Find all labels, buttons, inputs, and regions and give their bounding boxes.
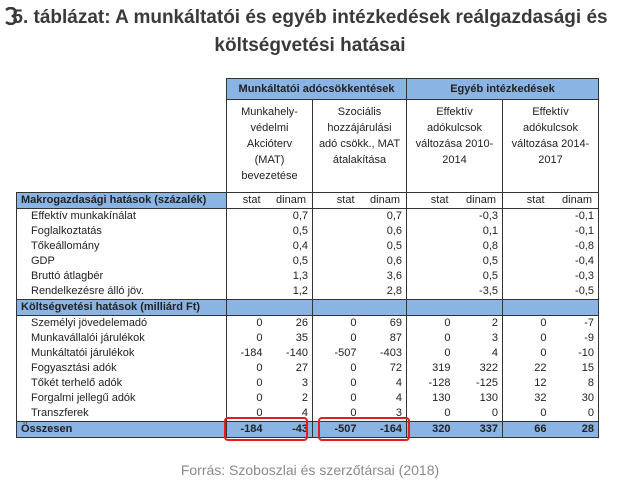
value-cell: -0,4: [551, 254, 599, 269]
value-cell: 4: [491, 347, 498, 359]
value-cell: 0: [407, 406, 455, 422]
table-row: [17, 376, 599, 391]
value-cell: -43: [267, 422, 313, 438]
value-cell: -0,3: [479, 210, 498, 222]
value-cell: 3: [301, 377, 308, 389]
section-fill: [267, 300, 313, 316]
value-cell: -507: [313, 346, 361, 361]
value-cell: 4: [395, 392, 402, 404]
table-row: [17, 284, 599, 300]
row-label: Foglalkoztatás: [17, 224, 227, 239]
table-row: [17, 209, 599, 225]
table-title: [0, 4, 620, 60]
section-header-macro: Makrogazdasági hatások (százalék): [17, 193, 227, 209]
value-cell: 130: [407, 391, 455, 406]
value-cell: 0: [313, 361, 361, 376]
highlight-box-mat-total: [224, 417, 308, 441]
value-cell: 0,5: [292, 225, 308, 237]
value-cell: 15: [551, 361, 599, 376]
value-cell: -184: [227, 422, 267, 438]
value-cell: [313, 254, 361, 269]
section-header-budget: Költségvetési hatások (milliárd Ft): [17, 300, 227, 316]
value-cell: 3,6: [386, 270, 402, 282]
value-cell: 22: [503, 361, 551, 376]
section-fill: [227, 300, 267, 316]
value-cell: 72: [389, 362, 402, 374]
value-cell: [313, 209, 361, 225]
value-cell: 30: [551, 391, 599, 406]
row-label: Forgalmi jellegű adók: [17, 391, 227, 406]
value-cell: 27: [295, 362, 308, 374]
value-cell: 0,4: [292, 240, 308, 252]
table-row: [17, 346, 599, 361]
value-cell: 0,1: [482, 225, 498, 237]
value-cell: 0: [313, 316, 361, 332]
stat-subheader: stat: [227, 193, 267, 209]
value-cell: [407, 269, 455, 284]
value-cell: 0,6: [386, 255, 402, 267]
value-cell: [503, 224, 551, 239]
section-fill: [551, 300, 599, 316]
section-fill: [503, 300, 551, 316]
value-cell: 35: [295, 332, 308, 344]
value-cell: [503, 239, 551, 254]
row-label: Effektív munkakínálat: [17, 209, 227, 225]
value-cell: 3: [491, 332, 498, 344]
value-cell: 0,6: [386, 225, 402, 237]
value-cell: 87: [389, 332, 402, 344]
value-cell: 0: [313, 376, 361, 391]
value-cell: 320: [407, 422, 455, 438]
highlight-box-szocho-total: [318, 417, 410, 441]
value-cell: [227, 239, 267, 254]
dinam-subheader: dinam: [551, 193, 599, 209]
value-cell: -403: [379, 347, 402, 359]
value-cell: 0: [407, 346, 455, 361]
value-cell: 3: [395, 407, 402, 419]
row-label: Munkáltatói járulékok: [17, 346, 227, 361]
value-cell: 319: [407, 361, 455, 376]
value-cell: 0,5: [386, 240, 402, 252]
row-label: Tőkeállomány: [17, 239, 227, 254]
value-cell: 0: [407, 331, 455, 346]
value-cell: 2,8: [386, 285, 402, 297]
value-cell: 0: [227, 406, 267, 422]
value-cell: 0: [313, 391, 361, 406]
value-cell: [407, 224, 455, 239]
value-cell: 0,5: [482, 270, 498, 282]
value-cell: -507: [313, 422, 361, 438]
row-label: Bruttó átlagbér: [17, 269, 227, 284]
row-label: Munkavállalói járulékok: [17, 331, 227, 346]
dinam-subheader: dinam: [455, 193, 503, 209]
value-cell: [227, 254, 267, 269]
value-cell: 66: [503, 422, 551, 438]
value-cell: 337: [455, 422, 503, 438]
value-cell: 0,7: [292, 210, 308, 222]
table-row: [17, 224, 599, 239]
value-cell: 0: [227, 331, 267, 346]
value-cell: -10: [551, 346, 599, 361]
value-cell: 1,3: [292, 270, 308, 282]
value-cell: 28: [551, 422, 599, 438]
value-cell: 2: [491, 317, 498, 329]
value-cell: 322: [479, 362, 498, 374]
value-cell: -0,3: [551, 269, 599, 284]
row-label: Rendelkezésre álló jöv.: [17, 284, 227, 300]
column-eff-2014-2017: Effektív adókulcsok változása 2014-2017: [503, 100, 599, 193]
value-cell: 0: [503, 316, 551, 332]
value-cell: -0,8: [551, 239, 599, 254]
value-cell: [407, 239, 455, 254]
total-label: Összesen: [17, 422, 227, 438]
section-fill: [407, 300, 455, 316]
value-cell: 0: [227, 376, 267, 391]
value-cell: -140: [285, 347, 308, 359]
group-other-measures: Egyéb intézkedések: [407, 79, 599, 100]
value-cell: -0,1: [551, 224, 599, 239]
value-cell: -3,5: [479, 285, 498, 297]
value-cell: 12: [503, 376, 551, 391]
value-cell: -0,1: [551, 209, 599, 225]
table-row: [17, 316, 599, 332]
group-employer-cuts: Munkáltatói adócsökkentések: [227, 79, 407, 100]
value-cell: 0: [503, 331, 551, 346]
column-header-row: [17, 100, 599, 193]
row-label: Tőkét terhelő adók: [17, 376, 227, 391]
value-cell: 130: [479, 392, 498, 404]
value-cell: 26: [295, 317, 308, 329]
value-cell: -128: [407, 376, 455, 391]
value-cell: 69: [389, 317, 402, 329]
section-header-row: [17, 193, 599, 209]
value-cell: 32: [503, 391, 551, 406]
value-cell: 2: [301, 392, 308, 404]
value-cell: 0: [551, 406, 599, 422]
row-label: Transzferek: [17, 406, 227, 422]
value-cell: 0,8: [482, 240, 498, 252]
title-line-1: 5. táblázat: A munkáltatói és egyéb intézkedések reálgazdasági és: [12, 7, 608, 28]
value-cell: -7: [551, 316, 599, 332]
section-fill: [361, 300, 407, 316]
value-cell: [503, 209, 551, 225]
value-cell: [313, 239, 361, 254]
value-cell: -0,5: [551, 284, 599, 300]
value-cell: 0: [491, 407, 498, 419]
column-eff-2010-2014: Effektív adókulcsok változása 2010-2014: [407, 100, 503, 193]
value-cell: [227, 209, 267, 225]
value-cell: 0: [227, 361, 267, 376]
value-cell: -184: [227, 346, 267, 361]
value-cell: [227, 269, 267, 284]
title-line-2: költségvetési hatásai: [214, 35, 406, 56]
value-cell: [407, 284, 455, 300]
stat-subheader: stat: [407, 193, 455, 209]
section-fill: [313, 300, 361, 316]
source-note: Forrás: Szoboszlai és szerzőtársai (2018): [180, 462, 440, 478]
row-label: Személyi jövedelemadó: [17, 316, 227, 332]
value-cell: [313, 224, 361, 239]
row-label: Fogyasztási adók: [17, 361, 227, 376]
value-cell: -125: [475, 377, 498, 389]
table-row: [17, 239, 599, 254]
table-row: [17, 391, 599, 406]
value-cell: [503, 254, 551, 269]
column-mat: Munkahely-védelmi Akcióterv (MAT) bevezetése: [227, 100, 313, 193]
value-cell: -9: [551, 331, 599, 346]
value-cell: 0: [503, 346, 551, 361]
value-cell: [313, 269, 361, 284]
value-cell: 0,5: [292, 255, 308, 267]
value-cell: [313, 284, 361, 300]
section-fill: [455, 300, 503, 316]
value-cell: 0: [503, 406, 551, 422]
group-header-row: [17, 79, 599, 100]
value-cell: [407, 209, 455, 225]
value-cell: [227, 224, 267, 239]
column-szocho: Szociális hozzájárulási adó csökk., MAT átalakítása: [313, 100, 407, 193]
value-cell: 4: [395, 377, 402, 389]
section-header-row: [17, 300, 599, 316]
value-cell: 0: [313, 406, 361, 422]
impact-table: [16, 78, 599, 438]
dinam-subheader: dinam: [361, 193, 407, 209]
value-cell: 4: [301, 407, 308, 419]
stat-subheader: stat: [503, 193, 551, 209]
table-row: [17, 361, 599, 376]
value-cell: -164: [361, 422, 407, 438]
value-cell: 1,2: [292, 285, 308, 297]
table-row: [17, 331, 599, 346]
dinam-subheader: dinam: [267, 193, 313, 209]
value-cell: 0: [407, 316, 455, 332]
value-cell: [503, 269, 551, 284]
value-cell: [407, 254, 455, 269]
value-cell: 8: [551, 376, 599, 391]
table-row: [17, 254, 599, 269]
row-label: GDP: [17, 254, 227, 269]
value-cell: 0,7: [386, 210, 402, 222]
stat-subheader: stat: [313, 193, 361, 209]
value-cell: 0: [227, 316, 267, 332]
value-cell: [227, 284, 267, 300]
value-cell: [503, 284, 551, 300]
table-row: [17, 269, 599, 284]
value-cell: 0: [227, 391, 267, 406]
value-cell: 0,5: [482, 255, 498, 267]
value-cell: 0: [313, 331, 361, 346]
